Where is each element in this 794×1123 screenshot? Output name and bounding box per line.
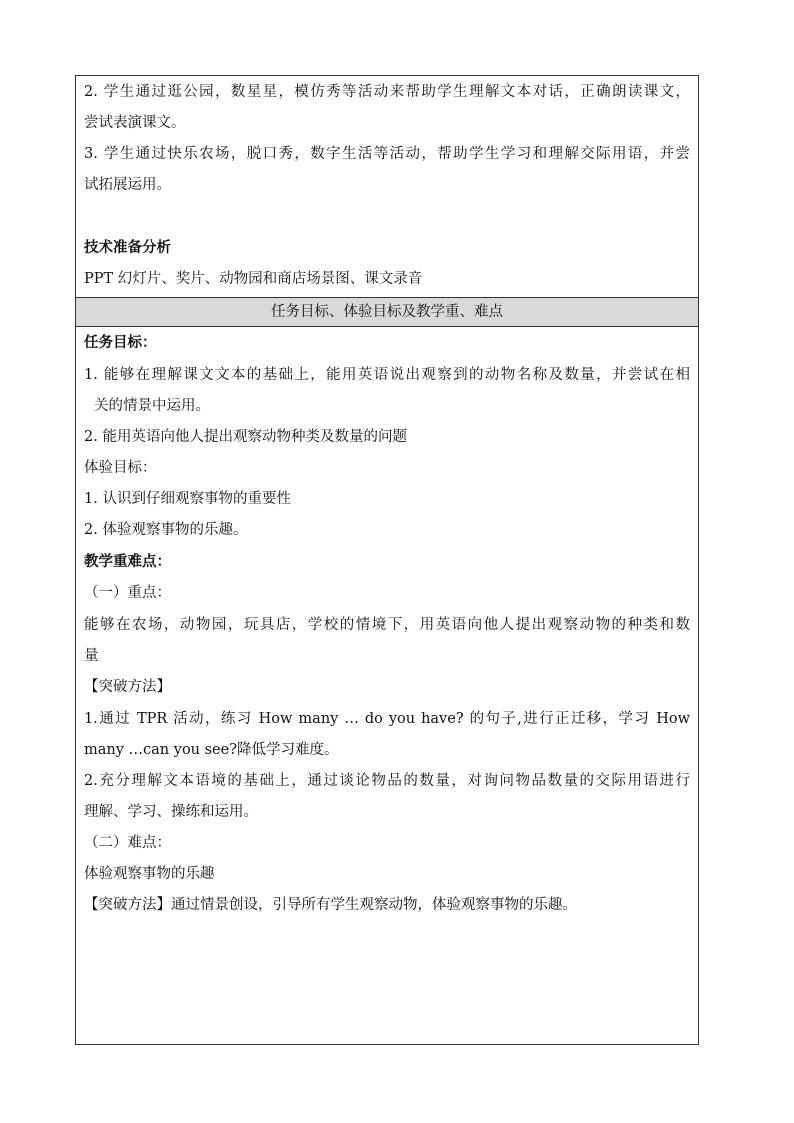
key-point-label: （一）重点：: [84, 585, 171, 601]
difficulty-label: （二）难点：: [84, 835, 171, 851]
method-2-line2: 理解、学习、操练和运用。: [84, 804, 258, 820]
goals-header-title: 任务目标、体验目标及教学重、难点: [271, 304, 503, 320]
experience-goal-1: 1. 认识到仔细观察事物的重要性: [84, 491, 291, 507]
lesson-plan-table: [75, 75, 699, 1045]
student-activity-section: [76, 76, 698, 297]
activity-line-2a: 2. 学生通过逛公园，数星星，模仿秀等活动来帮助学生理解文本对话，正确朗读课文，: [84, 84, 690, 100]
method-1-line1: 1.通过 TPR 活动，练习 How many … do you have? 的句子,进行正迁移，学习 How: [84, 711, 690, 727]
task-goals-heading: 任务目标：: [84, 334, 157, 351]
key-point-line2: 量: [84, 648, 99, 664]
experience-goal-2: 2. 体验观察事物的乐趣。: [84, 522, 248, 538]
key-point-line1: 能够在农场，动物园，玩具店，学校的情境下，用英语向他人提出观察动物的种类和数: [84, 617, 690, 633]
experience-goals-heading: 体验目标：: [84, 460, 157, 476]
goals-section: [76, 327, 698, 1044]
tech-prep-content: PPT 幻灯片、奖片、动物园和商店场景图、课文录音: [84, 271, 423, 287]
activity-line-3a: 3. 学生通过快乐农场，脱口秀，数字生活等活动，帮助学生学习和理解交际用语，并尝: [84, 146, 690, 162]
key-method-label: 【突破方法】: [84, 679, 171, 695]
method-1-line2: many …can you see?降低学习难度。: [84, 742, 339, 758]
method-2-line1: 2.充分理解文本语境的基础上，通过谈论物品的数量，对询问物品数量的交际用语进行: [84, 773, 690, 789]
activity-line-2b: 尝试表演课文。: [84, 115, 186, 131]
key-difficulty-heading: 教学重难点：: [84, 553, 171, 570]
task-goal-1-line1: 1. 能够在理解课文文本的基础上，能用英语说出观察到的动物名称及数量，并尝试在相: [84, 367, 690, 383]
tech-prep-heading: 技术准备分析: [84, 239, 171, 256]
goals-header-row: [76, 297, 698, 327]
task-goal-1-line2: 关的情景中运用。: [94, 398, 210, 414]
difficulty-content: 体验观察事物的乐趣: [84, 866, 215, 882]
difficulty-method: 【突破方法】通过情景创设，引导所有学生观察动物，体验观察事物的乐趣。: [84, 897, 577, 913]
activity-line-3b: 试拓展运用。: [84, 177, 171, 193]
task-goal-2: 2. 能用英语向他人提出观察动物种类及数量的问题: [84, 429, 407, 445]
